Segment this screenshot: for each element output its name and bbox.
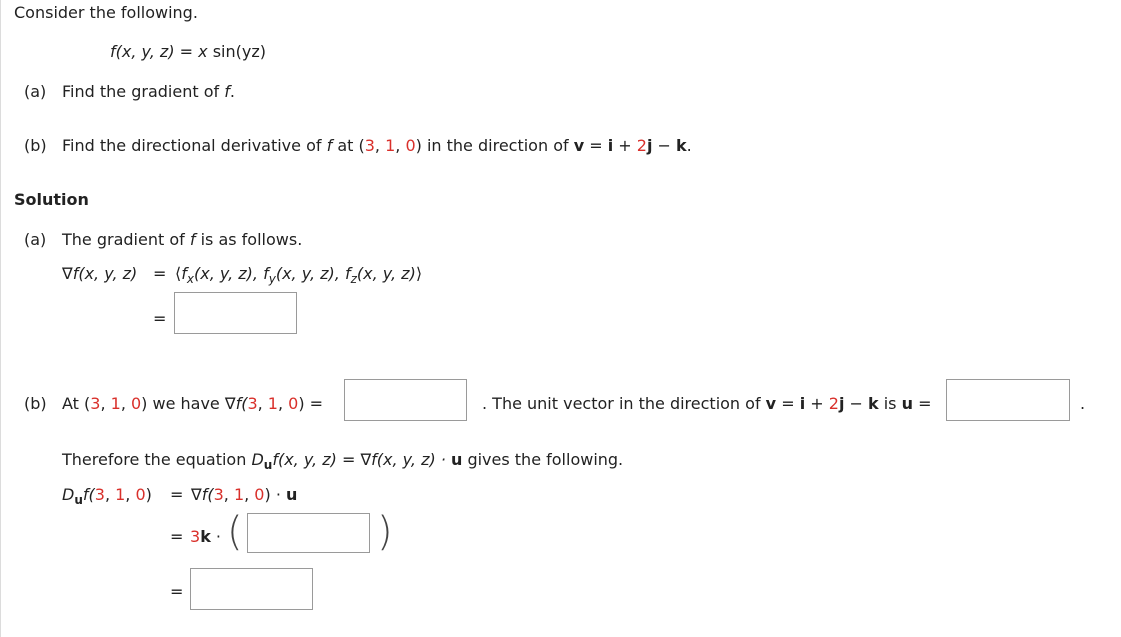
line3-eq: =	[170, 527, 184, 546]
point-z: 0	[130, 394, 142, 413]
point-y: 1	[110, 394, 121, 413]
gradient-rhs	[175, 264, 423, 286]
intro-text: Consider the following.	[14, 3, 198, 22]
part-b-text3: ) in the direction of	[415, 136, 574, 155]
point-y: 1	[115, 485, 126, 504]
solution-a-text-post: is as follows.	[195, 230, 303, 249]
comma: ,	[120, 394, 131, 413]
grad-x: 3	[247, 394, 258, 413]
unit-i: i	[799, 394, 806, 413]
point-y: 1	[233, 485, 245, 504]
D-sub: u	[263, 458, 273, 472]
solution-heading: Solution	[14, 190, 89, 209]
derivative-eq: =	[170, 485, 184, 504]
point-x: 3	[213, 485, 224, 504]
fx-args: (x, y, z),	[194, 264, 264, 283]
rhs-close: ) ·	[264, 485, 286, 504]
line4-eq: =	[170, 582, 184, 601]
point-z: 0	[254, 485, 265, 504]
vector-u: u	[285, 485, 298, 504]
fz: f	[344, 264, 351, 283]
equals: =	[912, 394, 932, 413]
gradient-eq2: =	[153, 309, 167, 328]
vector-u: u	[901, 394, 913, 413]
unit-pre: . The unit vector in the direction of	[482, 394, 766, 413]
line3-expr	[190, 527, 221, 546]
gradient-lhs-text: ∇f(x, y, z)	[62, 264, 138, 283]
point-z: 0	[405, 136, 416, 155]
function-lhs: f(x, y, z)	[110, 42, 175, 61]
part-b-f: f	[326, 136, 333, 155]
directional-derivative-input[interactable]	[190, 568, 313, 610]
comma: ,	[257, 394, 268, 413]
unit-k: k	[200, 527, 211, 546]
coef-j: 2	[636, 136, 647, 155]
solution-b-at-text	[62, 394, 323, 413]
grad-z: 0	[288, 394, 299, 413]
function-rhs-rest: sin(yz)	[207, 42, 266, 61]
rhs-grad: ∇f(	[191, 485, 214, 504]
vector-u: u	[450, 450, 463, 469]
unit-j: j	[646, 136, 653, 155]
plus: +	[613, 136, 637, 155]
part-a-period: .	[229, 82, 235, 101]
unit-vector-repeat-input[interactable]	[247, 513, 370, 553]
function-definition	[110, 42, 266, 61]
fy: f	[263, 264, 269, 283]
D-sub: u	[74, 493, 83, 507]
at-pre: At (	[62, 394, 91, 413]
point-x: 3	[364, 136, 375, 155]
grad-close: ) =	[298, 394, 324, 413]
fx: f	[181, 264, 187, 283]
derivative-rhs	[191, 485, 297, 504]
equals: =	[776, 394, 800, 413]
minus: −	[844, 394, 868, 413]
therefore-post: gives the following.	[462, 450, 624, 469]
part-b-text2: at (	[332, 136, 365, 155]
therefore-pre: Therefore the equation	[62, 450, 252, 469]
function-rhs-x: x	[198, 42, 208, 61]
comma: ,	[244, 485, 255, 504]
fy-args: (x, y, z),	[275, 264, 345, 283]
unit-j: j	[838, 394, 845, 413]
equals: =	[584, 136, 608, 155]
left-paren-icon: (	[227, 509, 243, 555]
comma: ,	[125, 485, 136, 504]
solution-b-label: (b)	[24, 394, 47, 413]
point-z: 0	[135, 485, 146, 504]
part-b-label: (b)	[24, 136, 47, 155]
unit-k: k	[676, 136, 687, 155]
part-b-question	[62, 136, 692, 155]
comma: ,	[374, 136, 386, 155]
comma: ,	[277, 394, 289, 413]
part-a-label: (a)	[24, 82, 47, 101]
gradient-answer-input[interactable]	[174, 292, 297, 334]
at-post: ) we have	[141, 394, 225, 413]
comma: ,	[223, 485, 234, 504]
derivative-lhs	[62, 485, 152, 507]
fz-args: (x, y, z)	[356, 264, 416, 283]
function-eq: =	[174, 42, 199, 61]
is: is	[878, 394, 902, 413]
dot: ·	[210, 527, 221, 546]
vector-v: v	[573, 136, 585, 155]
therefore-text	[62, 450, 624, 472]
part-a-question	[62, 82, 235, 101]
fz-sub: z	[350, 272, 357, 286]
left-border	[0, 0, 1, 637]
coef-3: 3	[190, 527, 201, 546]
comma: ,	[395, 136, 406, 155]
grad-y: 1	[267, 394, 278, 413]
solution-a-f: f	[189, 230, 196, 249]
part-a-text: Find the gradient of	[62, 82, 225, 101]
lhs-rest: f(	[82, 485, 95, 504]
part-b-text1: Find the directional derivative of	[62, 136, 327, 155]
D: D	[62, 485, 75, 504]
fy-sub: y	[268, 272, 276, 286]
unit-k: k	[868, 394, 879, 413]
unit-vector-input[interactable]	[946, 379, 1070, 421]
unit-i: i	[607, 136, 614, 155]
vector-v: v	[765, 394, 777, 413]
comma: ,	[100, 394, 111, 413]
point-y: 1	[385, 136, 396, 155]
point-x: 3	[94, 485, 105, 504]
therefore-mid: f(x, y, z) = ∇f(x, y, z) ·	[272, 450, 451, 469]
angle-open: ⟨	[175, 264, 182, 283]
gradient-at-point-input[interactable]	[344, 379, 467, 421]
unit-vector-text	[482, 394, 931, 413]
angle-close: ⟩	[415, 264, 423, 283]
comma: ,	[104, 485, 116, 504]
gradient-eq: =	[153, 264, 167, 283]
lhs-close: )	[145, 485, 152, 504]
grad-at: ∇f(	[224, 394, 248, 413]
solution-a-text-pre: The gradient of	[62, 230, 190, 249]
solution-a-label: (a)	[24, 230, 47, 249]
plus: +	[805, 394, 829, 413]
period: .	[686, 136, 692, 155]
point-x: 3	[90, 394, 101, 413]
right-paren-icon: )	[377, 509, 393, 555]
solution-a-text	[62, 230, 302, 249]
fx-sub: x	[186, 272, 194, 286]
end-period: .	[1080, 394, 1086, 413]
D: D	[251, 450, 264, 469]
part-a-f: f	[224, 82, 230, 101]
coef-j: 2	[828, 394, 839, 413]
minus: −	[652, 136, 677, 155]
gradient-lhs	[62, 264, 137, 283]
